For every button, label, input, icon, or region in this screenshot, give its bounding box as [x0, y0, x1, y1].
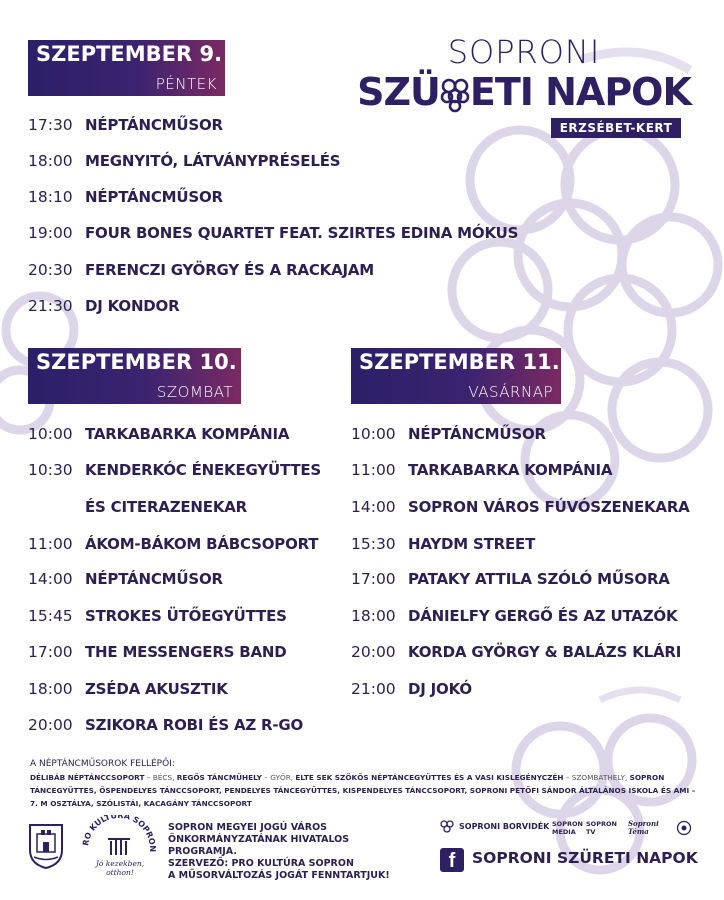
event-time: 14:00: [351, 498, 396, 516]
facebook-icon: f: [440, 848, 464, 872]
logo-line2-left: SZÜ: [357, 70, 440, 114]
event-row: [28, 182, 708, 212]
event-title: PATAKY ATTILA SZÓLÓ MŰSORA: [408, 570, 670, 588]
performer-place: – SZOMBATHELY,: [563, 773, 630, 782]
event-time: 20:00: [351, 643, 396, 661]
sponsor-soproni-tema: Soproni Téma: [628, 819, 659, 836]
svg-text:PRO KULTÚRA SOPRON: [80, 815, 157, 852]
event-time: 14:00: [28, 570, 73, 588]
event-title: TARKABARKA KOMPÁNIA: [408, 461, 613, 479]
event-row: [351, 419, 711, 449]
event-row: [351, 492, 711, 522]
performer-name: SOPRON TÁNCEGYÜTTES, ŐSPENDELYES TÁNCCSOPORT, PENDELYES TÁNCEGYÜTTES, KISPENDELYES TÁNCCSOPORT, SOPRONI PETŐFI SÁNDOR ÁLTALÁNOS ISKOLA ÉS AMI – 7. M OSZTÁLYA, SZÓLISTÁI, KACAGÁNY TÁNCCSOPORT: [30, 773, 696, 808]
performers-heading: A NÉPTÁNCMŰSOROK FELLÉPŐI:: [30, 759, 175, 769]
event-title: HAYDM STREET: [408, 535, 536, 553]
event-time: 17:00: [351, 570, 396, 588]
event-row: [28, 255, 708, 285]
logo-line2-right: ETI NAPOK: [469, 70, 691, 114]
event-time: 10:00: [351, 425, 396, 443]
event-time: 17:00: [28, 643, 73, 661]
event-time: 20:00: [28, 716, 73, 734]
round-emblem-icon: [676, 820, 692, 836]
event-time: 19:00: [28, 224, 73, 242]
event-row: [351, 637, 711, 667]
performer-name: DÉLIBÁB NÉPTÁNCCSOPORT: [30, 773, 145, 782]
event-row: [28, 218, 708, 248]
event-row: [351, 564, 711, 594]
performer-place: – BÉCS,: [144, 773, 177, 782]
event-time: 17:30: [28, 116, 73, 134]
day-weekday: VASÁRNAP: [468, 383, 553, 401]
performer-name: REGŐS TÁNCMŰHELY: [176, 773, 262, 782]
pro-kultura-motto: Jó kezekben, otthon!: [95, 859, 145, 877]
day-date: SZEPTEMBER 9.: [36, 42, 223, 66]
event-row: [351, 455, 711, 485]
event-time: 21:30: [28, 297, 73, 315]
event-title: KENDERKÓC ÉNEKEGYÜTTES: [85, 461, 322, 479]
event-time: 11:00: [351, 461, 396, 479]
event-title: NÉPTÁNCMŰSOR: [85, 188, 223, 206]
event-row: [28, 419, 348, 449]
event-row: [28, 146, 708, 176]
event-title: SZIKORA ROBI ÉS AZ R-GO: [85, 716, 304, 734]
event-title: THE MESSENGERS BAND: [85, 643, 287, 661]
event-row: [28, 637, 348, 667]
event-row: [28, 291, 708, 321]
event-row: [28, 564, 348, 594]
event-row: [28, 601, 348, 631]
event-row: [28, 674, 348, 704]
logo-line1: SOPRONI: [447, 33, 601, 71]
event-row: [28, 110, 708, 140]
day-header-2: [28, 348, 241, 404]
event-time: 21:00: [351, 680, 396, 698]
organizer-line: ÖNKORMÁNYZATÁNAK HIVATALOS PROGRAMJA.: [168, 834, 350, 857]
pro-kultura-arc-text: RO KULTÚRA SOPRON: [81, 815, 158, 853]
event-time: 18:00: [351, 607, 396, 625]
event-time: 10:00: [28, 425, 73, 443]
sponsor-logos: [440, 820, 700, 840]
event-title: NÉPTÁNCMŰSOR: [85, 116, 223, 134]
venue-badge: ERZSÉBET-KERT: [551, 118, 682, 138]
performer-place: – GYŐR,: [261, 773, 296, 782]
event-time: 15:30: [351, 535, 396, 553]
event-time: 18:00: [28, 152, 73, 170]
sopron-crest-icon: [26, 822, 66, 870]
event-row: [28, 492, 348, 522]
performer-name: ELTE SEK SZÖKŐS NÉPTÁNCEGYÜTTES ÉS A VASI KISLEGÉNYCZÉH: [295, 773, 564, 782]
logo-line2: [352, 70, 696, 114]
event-time: 15:45: [28, 607, 73, 625]
day-date: SZEPTEMBER 10.: [36, 350, 237, 374]
event-title: TARKABARKA KOMPÁNIA: [85, 425, 290, 443]
sponsor-sopron-media: SOPRON MEDIA: [552, 820, 583, 836]
day-weekday: PÉNTEK: [155, 75, 217, 93]
event-title: DJ KONDOR: [85, 297, 180, 315]
event-time: 11:00: [28, 535, 73, 553]
event-row: [28, 710, 348, 740]
sponsor-borvidek: SOPRONI BORVIDÉK: [459, 822, 550, 831]
facebook-link[interactable]: [440, 848, 710, 872]
day-header-3: [351, 348, 561, 404]
event-title: ZSÉDA AKUSZTIK: [85, 680, 228, 698]
event-title: NÉPTÁNCMŰSOR: [85, 570, 223, 588]
organizer-line: SZERVEZŐ: PRO KULTÚRA SOPRON: [168, 858, 354, 869]
event-title: DÁNIELFY GERGŐ ÉS AZ UTAZÓK: [408, 607, 678, 625]
day-date: SZEPTEMBER 11.: [359, 350, 560, 374]
event-title: ÁKOM-BÁKOM BÁBCSOPORT: [85, 535, 319, 553]
event-title: STROKES ÜTŐEGYÜTTES: [85, 607, 287, 625]
sponsor-sopron-tv: SOPRON TV: [586, 820, 617, 836]
event-title: KORDA GYÖRGY & BALÁZS KLÁRI: [408, 643, 682, 661]
event-row: [28, 455, 348, 485]
organizer-line: SOPRON MEGYEI JOGÚ VÁROS: [168, 822, 327, 833]
day-header-1: [28, 40, 225, 96]
grape-icon: [440, 77, 470, 113]
organizer-line: A MŰSORVÁLTOZÁS JOGÁT FENNTARTJUK!: [168, 870, 390, 881]
event-row: [351, 529, 711, 559]
event-title: MEGNYITÓ, LÁTVÁNYPRÉSELÉS: [85, 152, 341, 170]
event-row: [28, 529, 348, 559]
event-title: DJ JOKÓ: [408, 680, 472, 698]
pro-kultura-logo: [80, 815, 158, 875]
event-title: SOPRON VÁROS FÚVÓSZENEKARA: [408, 498, 690, 516]
event-title: FERENCZI GYÖRGY ÉS A RACKAJAM: [85, 261, 375, 279]
event-row: [351, 674, 711, 704]
event-title: FOUR BONES QUARTET FEAT. SZIRTES EDINA MÓKUS: [85, 224, 519, 242]
organizer-text: [168, 822, 418, 882]
performers-list: [30, 771, 700, 810]
day-weekday: SZOMBAT: [156, 383, 233, 401]
event-time: 20:30: [28, 261, 73, 279]
event-row: [351, 601, 711, 631]
event-title: ÉS CITERAZENEKAR: [85, 498, 248, 516]
event-title: NÉPTÁNCMŰSOR: [408, 425, 546, 443]
grape-small-icon: [440, 820, 456, 834]
facebook-label: SOPRONI SZÜRETI NAPOK: [472, 849, 698, 867]
event-time: 18:10: [28, 188, 73, 206]
event-time: 10:30: [28, 461, 73, 479]
event-time: 18:00: [28, 680, 73, 698]
